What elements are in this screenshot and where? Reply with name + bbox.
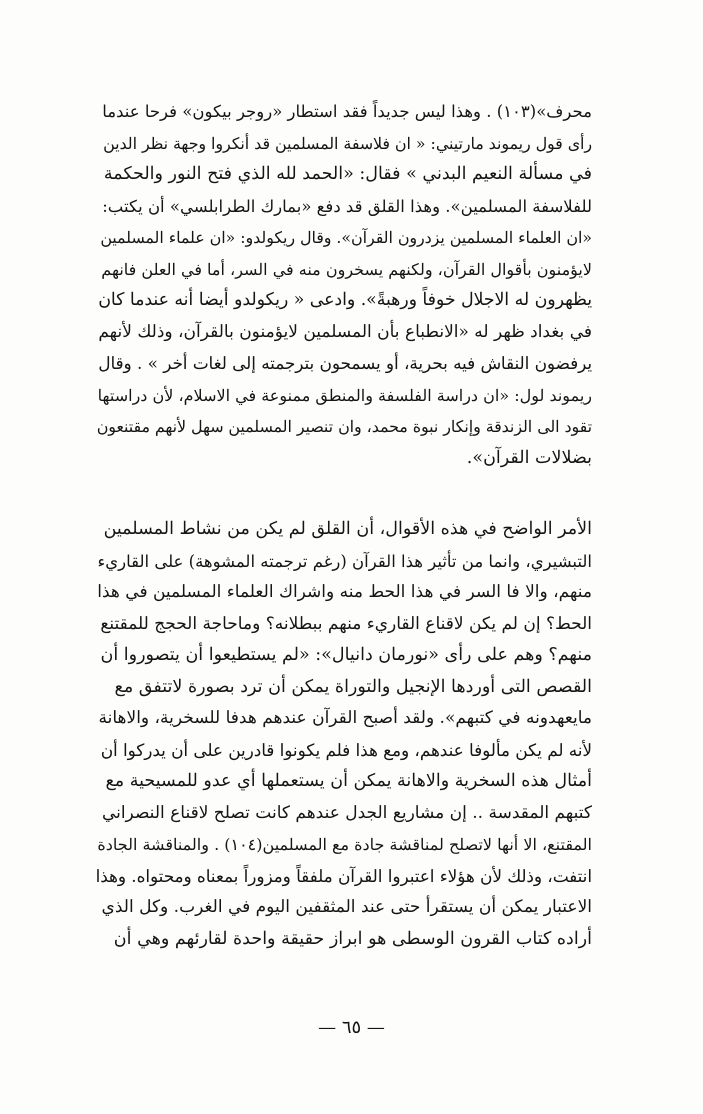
text-line: في مسألة النعيم البدني » فقال: «الحمد لله الذي فتح النور والحكمة (103, 164, 592, 184)
text-line: بضلالات القرآن». (466, 447, 592, 468)
text-line: تقود الى الزندقة وإنكار نبوة محمد، وان تنصير المسلمين سهل لأنهم مقتنعون (96, 417, 592, 436)
text-line: رأى قول ريموند مارتيني: « ان فلاسفة المسلمين قد أنكروا وجهة نظر الدين (103, 133, 592, 153)
text-line: لايؤمنون بأقوال القرآن، ولكنهم يسخرون منه في السر، أما في العلن فانهم (101, 259, 592, 279)
text-line: أراده كتاب القرون الوسطى هو ابراز حقيقة واحدة لقارئهم وهي أن (113, 928, 592, 949)
text-line: محرف»(١٠٣) . وهذا ليس جديداً فقد استطار «روجر بيكون» فرحا عندما (102, 102, 592, 121)
paragraph-1 (96, 96, 592, 474)
text-line: أمثال هذه السخرية والاهانة يمكن أن يستعملها أي عدو للمسيحية مع (105, 771, 592, 791)
text-line: الاعتبار يمكن أن يستقرأ حتى عند المثقفين اليوم في الغرب. وكل الذي (101, 897, 592, 917)
text-line: انتفت، وذلك لأن هؤلاء اعتبروا القرآن ملفقاً ومزوراً بمعناه ومحتواه. وهذا (95, 865, 592, 886)
text-line: يرفضون النقاش فيه بحرية، أو يسمحون بترجمته إلى لغات أخر » . وقال (98, 353, 592, 373)
text-line: كتبهم المقدسة .. إن مشاريع الجدل عندهم كانت تصلح لاقناع النصراني (101, 802, 592, 823)
text-line: التبشيري، وانما من تأثير هذا القرآن (رغم ترجمته المشوهة) على القاريء (97, 551, 592, 571)
text-line: «ان العلماء المسلمين يزدرون القرآن». وقال ريكولدو: «ان علماء المسلمين (100, 228, 592, 247)
text-line: القصص التى أوردها الإنجيل والتوراة يمكن أن ترد بصورة لاتتفق مع (114, 676, 592, 697)
text-line: يظهرون له الاجلال خوفاً ورهبةً». وادعى « ريكولدو أيضا أنه عندما كان (98, 290, 592, 310)
text-line: في بغداد ظهر له «الانطباع بأن المسلمين لايؤمنون بالقرآن، وذلك لأنهم (98, 321, 592, 342)
text-line: مايعهدونه في كتبهم». ولقد أصبح القرآن عندهم هدفا للسخرية، والاهانة (98, 708, 592, 728)
text-line: منهم؟ وهم على رأى «نورمان دانيال»: «لم يستطيعوا أن يتصوروا أن (100, 645, 592, 665)
text-line: المقتنع، الا أنها لاتصلح لمناقشة جادة مع المسلمين(١٠٤) . والمناقشة الجادة (97, 835, 592, 854)
text-line: للفلاسفة المسلمين». وهذا القلق قد دفع «بمارك الطرابلسي» أن يكتب: (102, 196, 592, 216)
text-line: لأنه لم يكن مألوفا عندهم، ومع هذا فلم يكونوا قادرين على أن يدركوا أن (100, 739, 592, 760)
text-line: الأمر الواضح في هذه الأقوال، أن القلق لم يكن من نشاط المسلمين (103, 519, 592, 539)
page-number: — ٦٥ — (318, 1017, 385, 1038)
text-line: منهم، والا فا السر في هذا الحط منه واشراك العلماء المسلمين في هذا (97, 582, 592, 602)
text-line: الحط؟ إن لم يكن لاقناع القاريء منهم ببطلانه؟ وماحاجة الحجج للمقتنع (100, 613, 592, 634)
text-line: ريموند لول: «ان دراسة الفلسفة والمنطق ممنوعة في الاسلام، لأن دراستها (97, 385, 592, 405)
paragraph-2 (96, 514, 592, 955)
